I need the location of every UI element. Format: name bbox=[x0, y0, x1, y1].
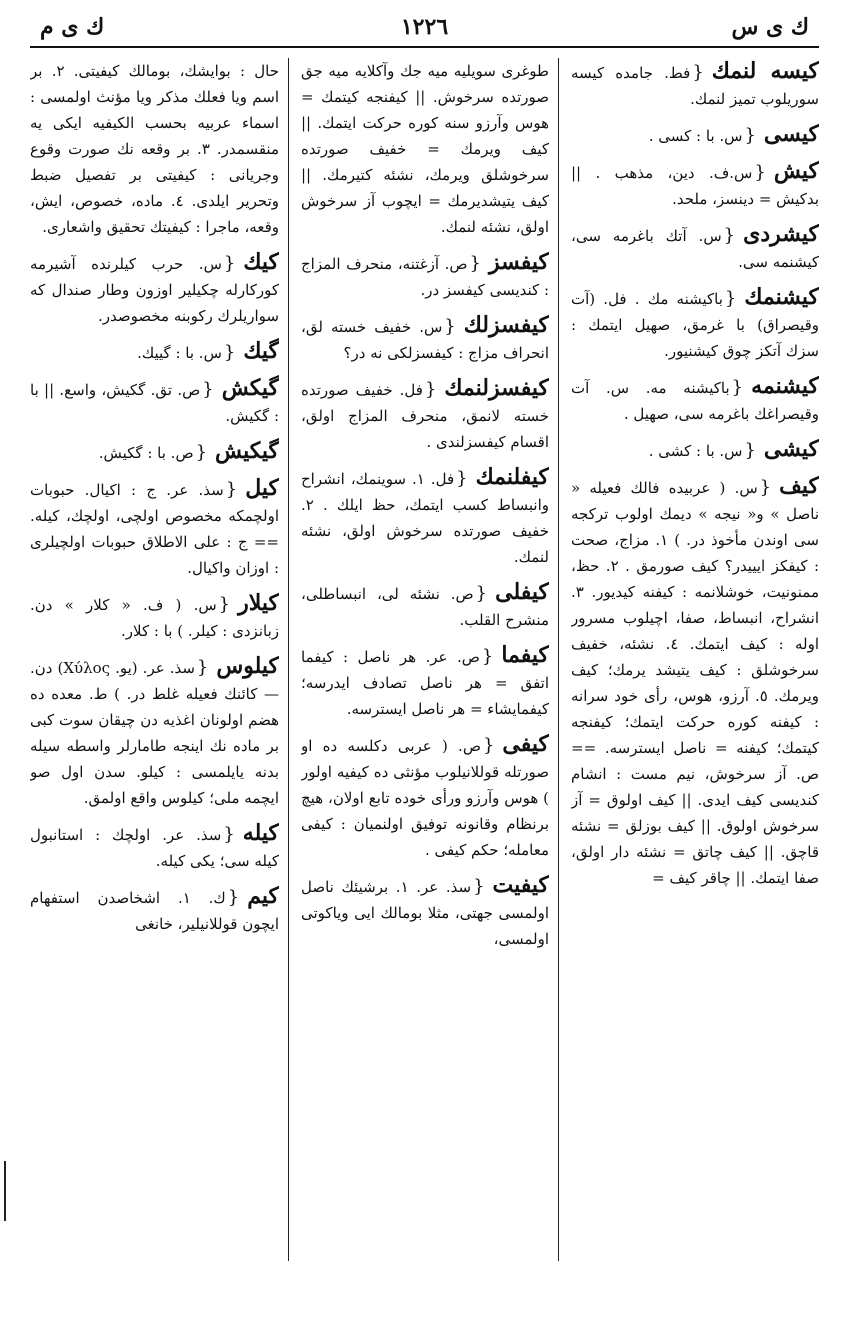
dictionary-entry bbox=[571, 436, 819, 464]
entry-definition: ص. ( عربى دكلسه ده او صورتله قوللانيلوب مؤنثى ده كيفيه اولور ) هوس وآرزو ورأى خوده تابع اولان، هيچ برنظام وقانونه توفيق اولنميان : كيفى معامله؛ حكم كيفى . bbox=[301, 737, 549, 859]
dictionary-entry bbox=[571, 58, 819, 112]
entry-definition: س. ( ف. « كلار » دن. زبانزدى : كيلر. ) با : كلار. bbox=[30, 596, 279, 640]
entry-definition: س. با : كسى . bbox=[648, 127, 743, 145]
headword: كيشنمك bbox=[744, 284, 819, 310]
headword: كيله bbox=[242, 820, 279, 846]
dictionary-entry bbox=[30, 375, 279, 429]
headword: كيفلى bbox=[495, 579, 549, 605]
brace-glyph: { bbox=[724, 288, 737, 309]
brace-glyph: { bbox=[754, 162, 766, 183]
headword: كيفى bbox=[502, 731, 549, 757]
brace-glyph: { bbox=[692, 62, 704, 83]
column-divider bbox=[288, 58, 289, 1261]
entry-definition: فل. خفيف صورتده خسته لانمق، منحرف المزاج اولق، اقسام كيفسزلندى . bbox=[301, 381, 549, 451]
headword: گيك bbox=[243, 338, 279, 364]
dictionary-entry bbox=[571, 121, 819, 149]
dictionary-entry bbox=[301, 872, 549, 952]
headword: كيفلنمك bbox=[475, 464, 549, 490]
brace-glyph: { bbox=[218, 594, 231, 615]
dictionary-entry bbox=[30, 820, 279, 874]
headword: كيف bbox=[779, 473, 819, 499]
entry-definition: س. آتك باغرمه سى، كيشنمه سى. bbox=[571, 227, 819, 271]
headword: كيسه لنمك bbox=[711, 58, 819, 84]
entry-definition: سذ. عر. (يو. Χύλος) دن. — كائنك فعيله غلط در. ) ط. معده ده هضم اولونان اغذيه دن چيقان سوت كبى بر ماده نك اينجه طامارلر واسطه سيله بدنه يايلمسى : كيلو. سدن اول صو ايچمه ملى؛ كيلوس واقع اولمق. bbox=[30, 659, 279, 807]
dictionary-entry bbox=[301, 731, 549, 863]
page-number: ١٢٢٦ bbox=[400, 14, 449, 40]
entry-definition: فل. ١. سوينمك، انشراح وانبساط كسب ايتمك، حظ ايلك . ٢. خفيف صورتده سرخوش اولق، نشئه لنمك. bbox=[301, 470, 549, 566]
entry-definition: سذ. عر. ج : اكيال. حبوبات اولچمكه مخصوص اولچى، اولچك، كيله. == ج : على الاطلاق حبوبات اولچيلرى : اوزان واكيال. bbox=[30, 481, 279, 577]
dictionary-entry bbox=[301, 464, 549, 570]
column-right bbox=[571, 58, 819, 1301]
brace-glyph: { bbox=[195, 442, 208, 463]
headword: كيشردى bbox=[743, 221, 819, 247]
entry-definition: ص. تق. گكيش، واسع. || با : گكيش. bbox=[30, 381, 279, 425]
dictionary-entry bbox=[301, 312, 549, 366]
headword: كيشى bbox=[763, 436, 819, 462]
headword: كيفسزلك bbox=[463, 312, 549, 338]
headword: گيكش bbox=[221, 375, 279, 401]
brace-glyph: { bbox=[744, 125, 756, 146]
dictionary-entry bbox=[30, 438, 279, 466]
headword: كيفما bbox=[501, 642, 549, 668]
headword: كيشنمه bbox=[751, 373, 819, 399]
entry-definition: س. با : گييك. bbox=[137, 344, 222, 362]
dictionary-entry bbox=[571, 284, 819, 364]
brace-glyph: { bbox=[227, 887, 240, 908]
brace-glyph: { bbox=[731, 377, 744, 398]
entry-definition: س.ف. دين، مذهب . || بدكيش = دينسز، ملحد. bbox=[571, 164, 819, 208]
brace-glyph: { bbox=[744, 440, 756, 461]
entry-definition: س. با : كشى . bbox=[648, 442, 743, 460]
brace-glyph: { bbox=[482, 735, 495, 756]
headword: گيكيش bbox=[215, 438, 279, 464]
dictionary-entry bbox=[30, 249, 279, 329]
dictionary-entry bbox=[30, 653, 279, 811]
brace-glyph: { bbox=[444, 316, 456, 337]
entry-definition: ك. ١. اشخاصدن استفهام ايچون قوللانيلير، خانغى bbox=[30, 889, 279, 933]
entry-definition: ص. با : گكيش. bbox=[98, 444, 194, 462]
brace-glyph: { bbox=[223, 342, 236, 363]
entry-definition: حال : بوايشك، بومالك كيفيتى. ٢. بر اسم ويا فعلك مذكر ويا مؤنث اولمسى : اسماء عربيه بحسب الكيفيه ايكى يه منقسمدر. ٣. بر وقعه نك صورت وقوع وجريانى : كيفيتى بر تفصيل ضبط وتحرير ايلدى. ٤. ماده، خصوص، ايش، وقعه، ماجرا : كيفيتك تحقيق واشعارى. bbox=[30, 62, 279, 236]
dictionary-entry bbox=[30, 590, 279, 644]
dictionary-entry bbox=[301, 249, 549, 303]
headword: كيك bbox=[243, 249, 279, 275]
brace-glyph: { bbox=[759, 477, 772, 498]
headword: كيل bbox=[245, 475, 279, 501]
entry-definition: طوغرى سويليه ميه جك وآكلايه ميه جق صورتده سرخوش. || كيفنجه كيتمك = هوس وآرزو سنه كوره حركت ايتمك. || كيف ويرمك = خفيف صورتده سرخوشلق ويرمك، نشئه كتيرمك. || كيف يتيشديرمك = ايچوب آز سرخوش اولق، نشئه لنمك. bbox=[301, 62, 549, 236]
dictionary-entry bbox=[571, 221, 819, 275]
dictionary-entry bbox=[571, 473, 819, 891]
entry-definition: س. ( عربيده فالك فعيله « ناصل » و« نيجه » ديمك اولوب تركجه سى اوندن مأخوذ در. ) ١. مزاج، صحت : كيفكز ايييدر؟ كيف صورمق . ٢. حظ، ممنونيت، خوشلانمه : كيفنه كيديور. ٣. انشراح، انبساط، صفا، اچيلوب مسرور اوله : كيف ايتمك. ٤. نشئه، خفيف سرخوشلق : كيف يتيشد يرمك؛ كيف ويرمك. ٥. آرزو، هوس، رأى خود سرانه : كيفنه كوره حركت ايتمك؛ كيفنجه كيتمك؛ كيفنه = ناصل ايسترسه. == ص. آز سرخوش، نيم مست : انشام كنديسى كيف ايدى. || كيف اولوق = آز سرخوش اولوق. || كيف بوزلق = نشئه قاچق. || كيف چاتق = نشئه دار اولق، صفا ايتمك. || چاقر كيف = bbox=[571, 479, 819, 887]
entry-definition: ص. نشئه لى، انبساطلى، منشرح القلب. bbox=[301, 585, 549, 629]
brace-glyph: { bbox=[481, 646, 494, 667]
dictionary-entry bbox=[30, 58, 279, 240]
column-middle bbox=[301, 58, 549, 1301]
headword: كيلوس bbox=[216, 653, 279, 679]
headword: كيفيت bbox=[492, 872, 549, 898]
brace-glyph: { bbox=[225, 479, 238, 500]
entry-definition: س. خفيف خسته لق، انحراف مزاج : كيفسزلكى نه در؟ bbox=[301, 318, 549, 362]
entry-definition: باكيشنه مه. س. آت وقيصراغك باغرمه سى، صهيل . bbox=[571, 379, 819, 423]
entry-definition: فط. جامده كيسه سوريلوب تميز لنمك. bbox=[571, 64, 819, 108]
entry-definition: ص. آزغتنه، منحرف المزاج : كنديسى كيفسز در. bbox=[301, 255, 549, 299]
page-header bbox=[30, 14, 819, 46]
entry-definition: س. حرب كيلرنده آشيرمه كوركارله چكيلير اوزون وطار صندال كه سواريلرك ركوبنه مخصوصدر. bbox=[30, 255, 279, 325]
dictionary-entry bbox=[301, 375, 549, 455]
brace-glyph: { bbox=[723, 225, 736, 246]
headword: كيم bbox=[247, 883, 279, 909]
brace-glyph: { bbox=[223, 253, 236, 274]
brace-glyph: { bbox=[469, 253, 481, 274]
brace-glyph: { bbox=[456, 468, 468, 489]
dictionary-entry bbox=[301, 58, 549, 240]
dictionary-entry bbox=[30, 883, 279, 937]
headword: كيفسزلنمك bbox=[444, 375, 549, 401]
brace-glyph: { bbox=[202, 379, 214, 400]
margin-mark bbox=[4, 1161, 6, 1221]
dictionary-entry bbox=[301, 642, 549, 722]
brace-glyph: { bbox=[473, 876, 485, 897]
entry-definition: سذ. عر. اولچك : استانبول كيله سى؛ يكى كيله. bbox=[30, 826, 279, 870]
headword: كيفسز bbox=[488, 249, 549, 275]
running-head-right: ك ى س bbox=[731, 14, 809, 40]
entry-definition: سذ. عر. ١. برشيئك ناصل اولمسى جهتى، مثلا بومالك ايى وياكوتى اولمسى، bbox=[301, 878, 549, 948]
header-rule bbox=[30, 46, 819, 48]
brace-glyph: { bbox=[475, 583, 488, 604]
dictionary-entry bbox=[30, 475, 279, 581]
dictionary-entry bbox=[301, 579, 549, 633]
entry-definition: ص. عر. هر ناصل : كيفما اتفق = هر ناصل تصادف ايدرسه؛ كيفمايشاء = هر ناصل ايسترسه. bbox=[301, 648, 549, 718]
column-left bbox=[30, 58, 279, 1301]
dictionary-entry bbox=[571, 158, 819, 212]
headword: كيسى bbox=[763, 121, 819, 147]
headword: كيلار bbox=[238, 590, 279, 616]
column-divider bbox=[558, 58, 559, 1261]
dictionary-entry bbox=[30, 338, 279, 366]
headword: كيش bbox=[773, 158, 819, 184]
entry-definition: باكيشنه مك . فل. (آت وقيصراق) با غرمق، صهيل ايتمك : سزك آتكز چوق كيشنيور. bbox=[571, 290, 819, 360]
brace-glyph: { bbox=[196, 657, 209, 678]
brace-glyph: { bbox=[223, 824, 235, 845]
brace-glyph: { bbox=[424, 379, 437, 400]
dictionary-entry bbox=[571, 373, 819, 427]
running-head-left: ك ى م bbox=[40, 14, 105, 40]
